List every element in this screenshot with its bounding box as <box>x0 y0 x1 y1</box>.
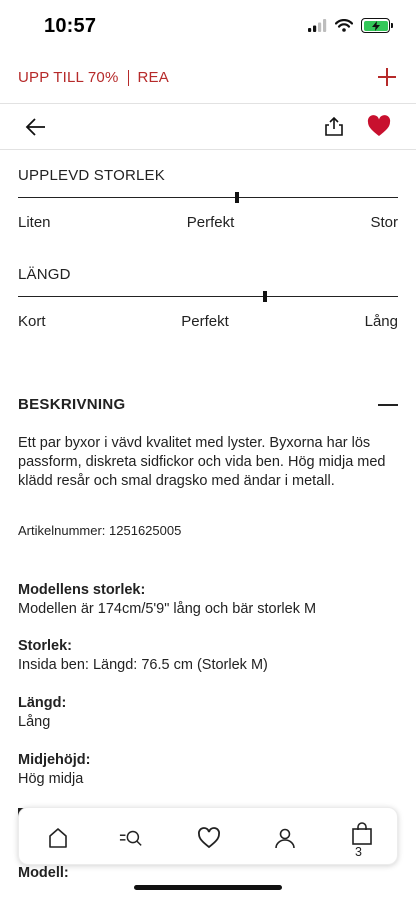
home-icon[interactable] <box>46 826 70 850</box>
fit-size-section <box>18 167 398 231</box>
fit-length-label-center: Perfekt <box>181 313 229 330</box>
battery-icon <box>361 18 390 33</box>
signal-icon <box>308 19 327 32</box>
heart-icon[interactable] <box>197 826 221 850</box>
fit-length-label-right: Lång <box>364 313 398 330</box>
description-accordion-header[interactable] <box>18 396 398 416</box>
promo-banner[interactable] <box>0 52 416 104</box>
spec-label: Storlek: <box>18 638 72 654</box>
bottom-navigation <box>18 807 398 865</box>
fit-length-marker <box>263 291 267 302</box>
promo-text-sale: REA <box>137 69 169 86</box>
fit-size-label-center: Perfekt <box>186 214 235 231</box>
spec-value: Modellen är 174cm/5'9" lång och bär storlek M <box>18 601 317 617</box>
spec-model-label-partial: Modell: <box>18 865 69 881</box>
article-number: Artikelnummer: 1251625005 <box>18 523 182 538</box>
spec-length <box>18 695 398 730</box>
fit-size-track <box>18 197 398 198</box>
minus-icon[interactable] <box>378 404 398 406</box>
promo-divider <box>128 70 129 86</box>
fit-length-track <box>18 296 398 297</box>
search-icon[interactable] <box>119 826 143 850</box>
fit-length-label-left: Kort <box>18 313 46 330</box>
fit-length-title: LÄNGD <box>18 266 71 283</box>
fit-size-labels <box>18 214 398 231</box>
spec-label: Modellens storlek: <box>18 582 146 598</box>
spec-model-size <box>18 582 398 617</box>
bag-icon[interactable] <box>350 821 374 845</box>
account-icon[interactable] <box>273 826 297 850</box>
heart-filled-icon[interactable] <box>367 115 391 137</box>
fit-size-label-right: Stor <box>370 214 398 231</box>
fit-size-marker <box>235 192 239 203</box>
fit-length-labels <box>18 313 398 330</box>
promo-text-discount: UPP TILL 70% <box>18 69 119 86</box>
navigation-bar <box>0 104 416 150</box>
spec-label: Längd: <box>18 695 67 711</box>
spec-value: Hög midja <box>18 771 84 787</box>
status-time: 10:57 <box>44 15 97 37</box>
description-title: BESKRIVNING <box>18 396 126 413</box>
home-indicator <box>134 885 282 890</box>
share-icon[interactable] <box>322 114 346 138</box>
spec-label: Midjehöjd: <box>18 752 91 768</box>
fit-size-label-left: Liten <box>18 214 51 231</box>
arrow-left-icon[interactable] <box>24 115 48 139</box>
spec-size <box>18 638 398 673</box>
spec-value: Insida ben: Längd: 76.5 cm (Storlek M) <box>18 657 268 673</box>
status-bar <box>0 0 416 52</box>
spec-waist-height <box>18 752 398 787</box>
status-icons <box>308 18 390 33</box>
bag-count-badge: 3 <box>355 845 362 859</box>
wifi-icon <box>335 19 353 32</box>
description-text: Ett par byxor i vävd kvalitet med lyster. Byxorna har lös passform, diskreta sidfickor och vida ben. Hög midja med klädd resår och smal dragsko med ändar i metall. <box>18 435 386 489</box>
fit-length-section <box>18 266 398 330</box>
spec-value: Lång <box>18 714 51 730</box>
fit-size-title: UPPLEVD STORLEK <box>18 167 165 184</box>
plus-icon[interactable] <box>375 65 399 89</box>
